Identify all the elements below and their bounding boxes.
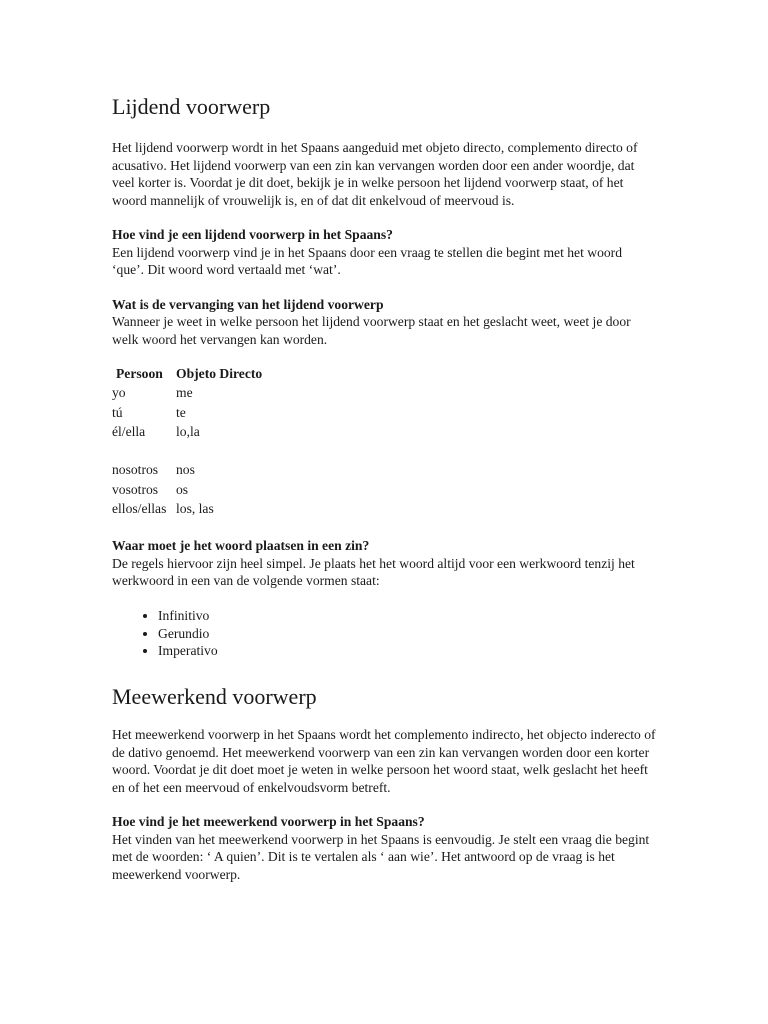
question-heading-plaatsen: Waar moet je het woord plaatsen in een zin? bbox=[112, 538, 370, 554]
table-row bbox=[112, 422, 262, 441]
question-heading-vervanging: Wat is de vervanging van het lijdend voorwerp bbox=[112, 296, 384, 312]
document-page bbox=[112, 88, 657, 882]
table-row bbox=[112, 480, 262, 499]
cell-persoon: vosotros bbox=[112, 481, 159, 497]
answer-plaatsen: De regels hiervoor zijn heel simpel. Je plaats het het woord altijd voor een werkwoord tenzij het werkwoord in een van de volgende vormen staat: bbox=[112, 555, 635, 589]
section-meewerkend bbox=[112, 726, 657, 883]
question-heading-find-lijdend: Hoe vind je een lijdend voorwerp in het Spaans? bbox=[112, 227, 393, 242]
cell-persoon: yo bbox=[112, 385, 126, 401]
question-heading-find-meewerkend: Hoe vind je het meewerkend voorwerp in het Spaans? bbox=[112, 814, 425, 829]
cell-objeto: te bbox=[176, 404, 186, 420]
answer-vervanging: Wanneer je weet in welke persoon het lijdend voorwerp staat en het geslacht weet, weet je door welk woord het vervangen kan worden. bbox=[112, 314, 631, 347]
column-header-objeto-directo: Objeto Directo bbox=[176, 366, 263, 381]
cell-persoon bbox=[112, 441, 176, 460]
column-header-persoon: Persoon bbox=[116, 366, 163, 381]
cell-objeto: los, las bbox=[176, 501, 214, 517]
cell-objeto: nos bbox=[176, 462, 195, 478]
cell-objeto: lo,la bbox=[176, 423, 200, 439]
cell-persoon: tú bbox=[112, 404, 123, 420]
table-row bbox=[112, 383, 262, 402]
intro-meewerkend-voorwerp: Het meewerkend voorwerp in het Spaans wordt het complemento indirecto, het objecto inderecto of de dativo genoemd. Het meewerkend voorwerp van een zin kan vervangen worden door een korter woord. Voordat je dit doet moet je weten in welke persoon het woord staat, welk geslacht het heeft en of het een meervoud of enkelvoudsvorm betreft. bbox=[112, 727, 656, 795]
answer-find-meewerkend: Het vinden van het meewerkend voorwerp in het Spaans is eenvoudig. Je stelt een vraag die begint met de woorden: ‘ A quien’. Dit is te vertalen als ‘ aan wie’. Het antwoord op de vraag is het meewerkend voorwerp. bbox=[112, 831, 650, 882]
answer-find-lijdend: Een lijdend voorwerp vind je in het Spaans door een vraag te stellen die begint met het woord ‘que’. Dit woord word vertaald met ‘wat’. bbox=[112, 244, 622, 277]
verb-forms-list bbox=[112, 607, 657, 660]
table-row bbox=[112, 499, 262, 518]
heading-lijdend-voorwerp: Lijdend voorwerp bbox=[112, 94, 271, 119]
cell-objeto: me bbox=[176, 385, 193, 401]
table-row-empty bbox=[112, 441, 262, 460]
cell-objeto bbox=[176, 441, 262, 460]
list-item: • Gerundio bbox=[158, 625, 657, 643]
heading-meewerkend-voorwerp: Meewerkend voorwerp bbox=[112, 684, 317, 709]
intro-lijdend-voorwerp: Het lijdend voorwerp wordt in het Spaans aangeduid met objeto directo, complemento directo of acusativo. Het lijdend voorwerp van een zin kan vervangen worden door een ander woordje, dat veel korter is. Voordat je dit doet, bekijk je in welke persoon het lijdend voorwerp staat, of het woord mannelijk of vrouwelijk is, en of dat dit enkelvoud of meervoud is. bbox=[112, 140, 638, 208]
list-item: • Imperativo bbox=[158, 642, 657, 660]
pronoun-table-header bbox=[112, 364, 262, 383]
pronoun-table bbox=[112, 364, 262, 518]
table-row bbox=[112, 403, 262, 422]
cell-persoon: él/ella bbox=[112, 423, 146, 439]
list-item: • Infinitivo bbox=[158, 607, 657, 625]
cell-persoon: nosotros bbox=[112, 462, 159, 478]
cell-persoon: ellos/ellas bbox=[112, 501, 167, 517]
table-row bbox=[112, 460, 262, 479]
cell-objeto: os bbox=[176, 481, 189, 497]
